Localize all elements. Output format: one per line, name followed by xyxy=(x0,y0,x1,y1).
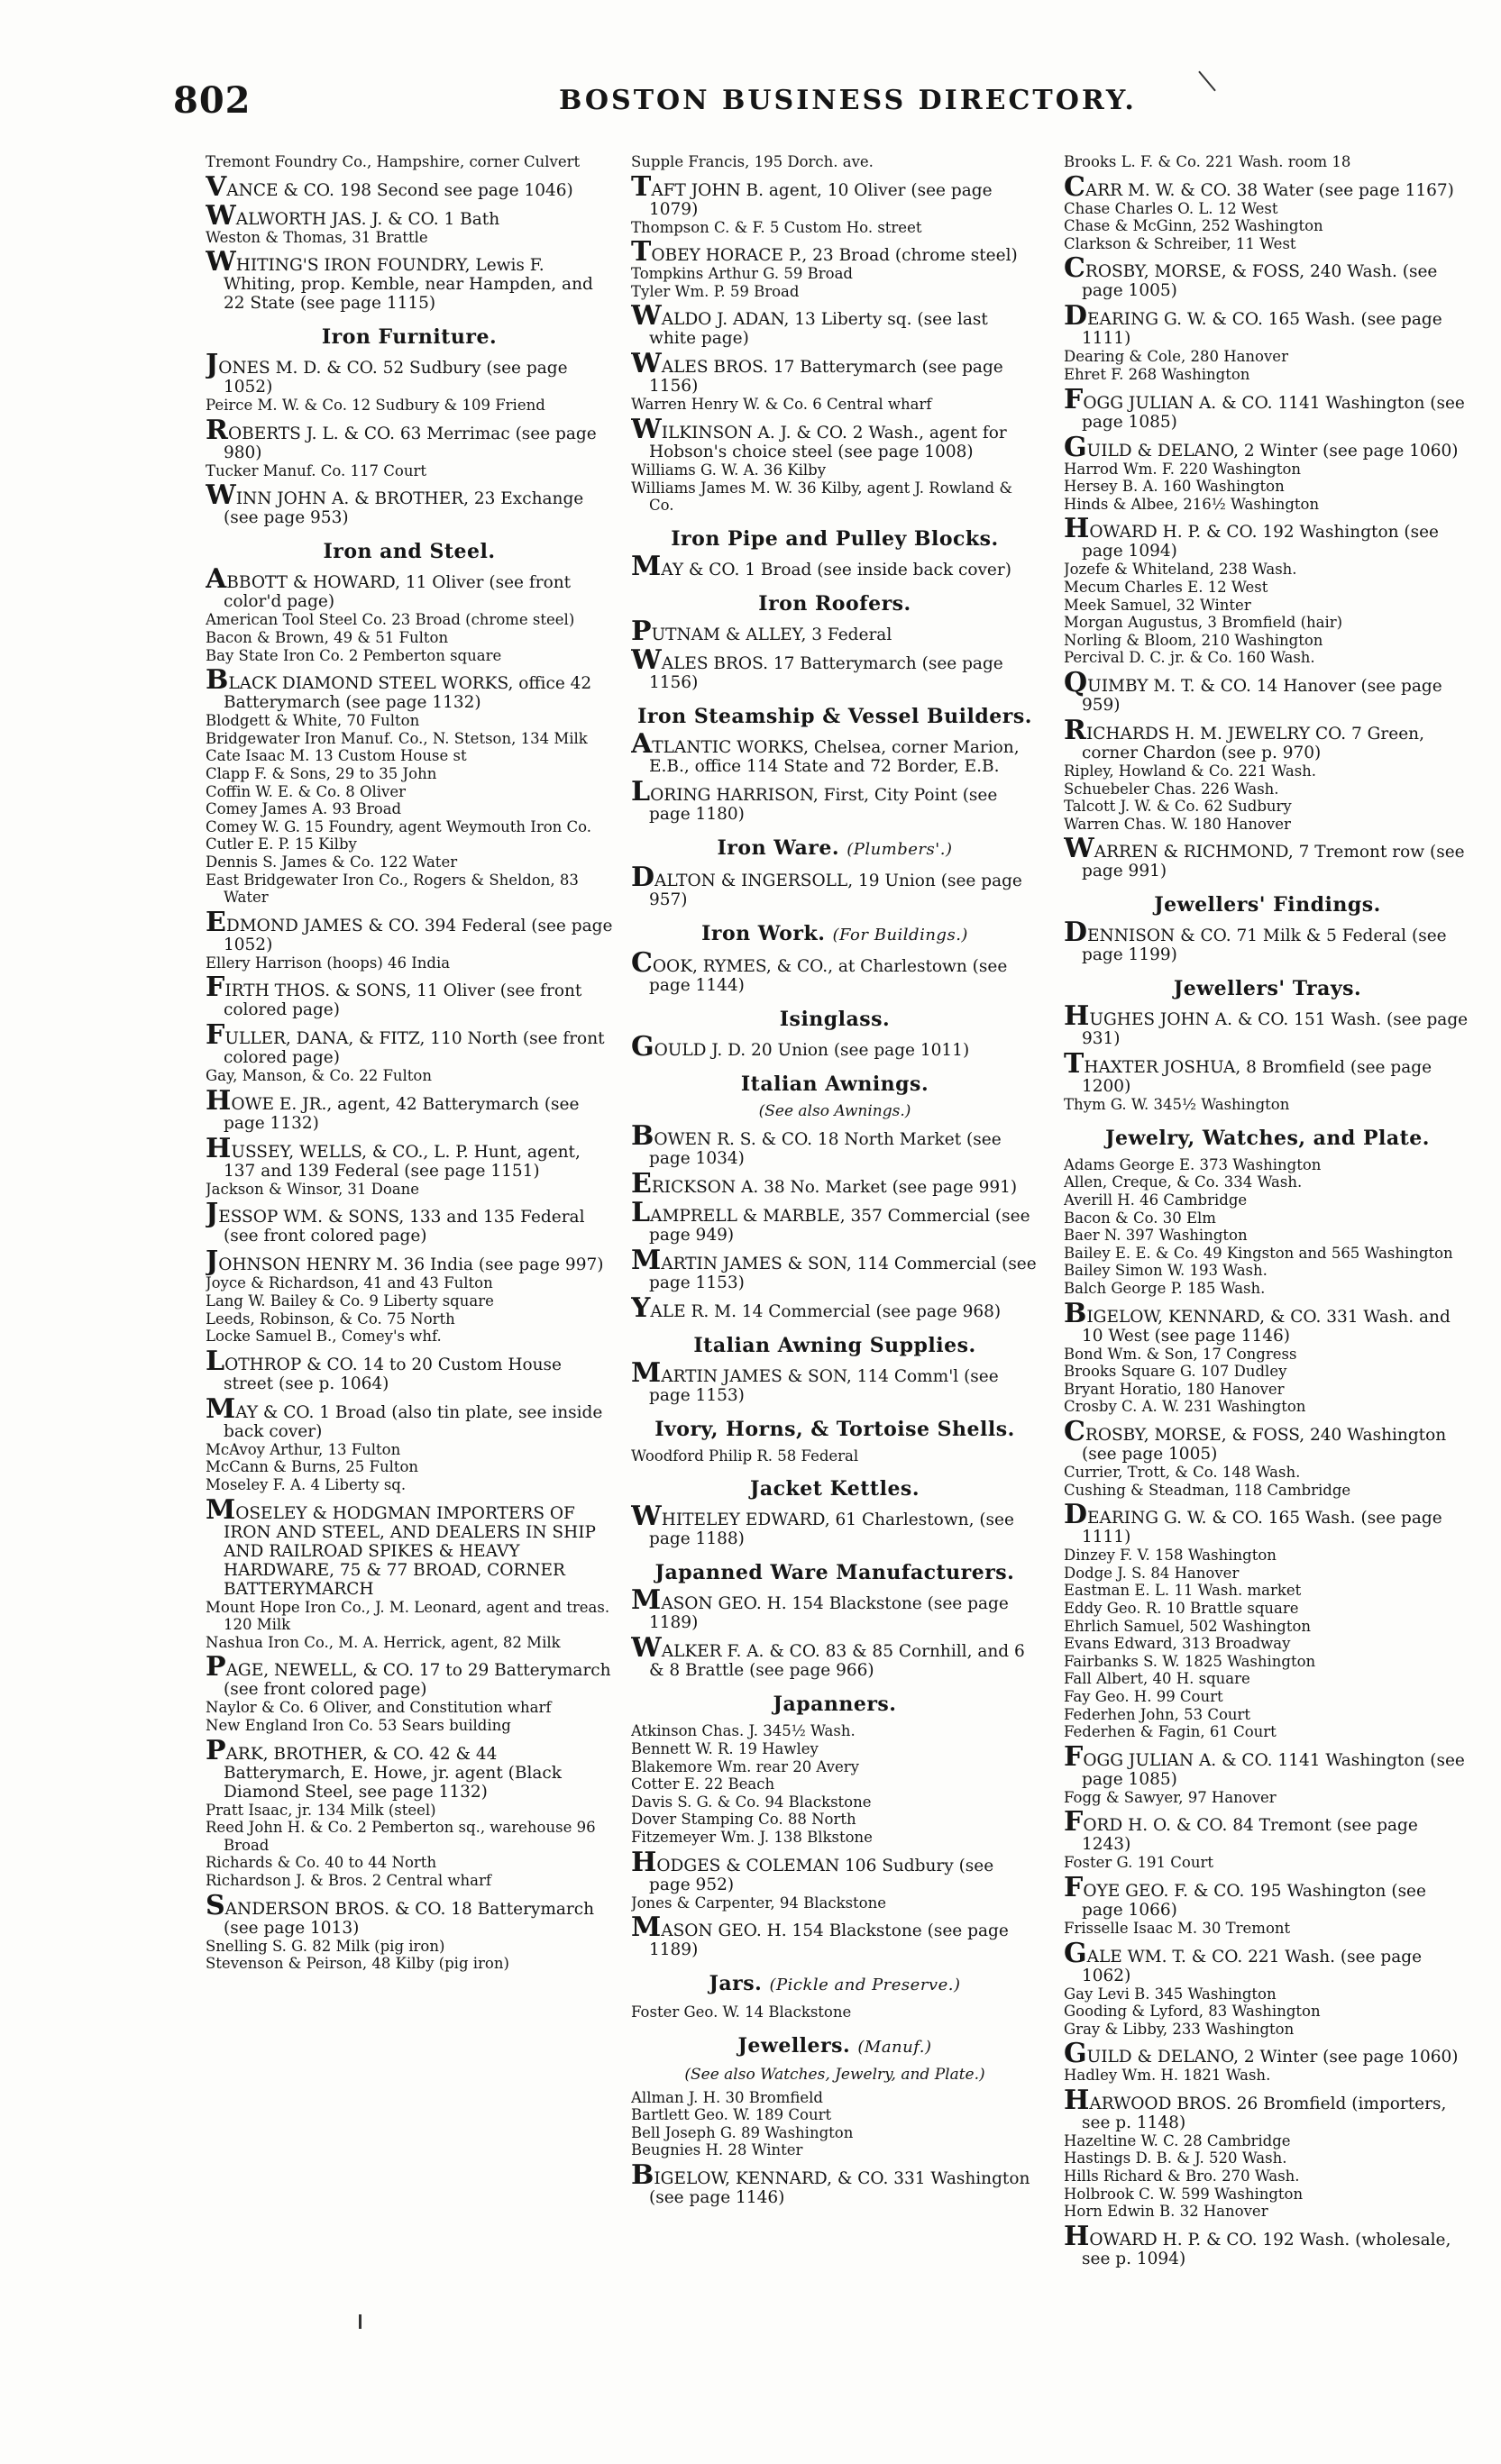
directory-entry-display: HOWE E. JR., agent, 42 Batterymarch (see page 1132) xyxy=(206,1084,580,1133)
directory-entry-display: MARTIN JAMES & SON, 114 Commercial (see page 1153) xyxy=(631,1244,1037,1292)
category-heading xyxy=(1064,977,1471,1000)
directory-entry-display: MOSELEY & HODGMAN IMPORTERS OF IRON AND STEEL, AND DEALERS IN SHIP AND RAILROAD SPIKES & HEAVY HARDWARE, 75 & 77 BROAD, CORNER BATTERYMARCH xyxy=(206,1493,596,1599)
directory-entry: Thym G. W. 345½ Washington xyxy=(1064,1096,1290,1114)
directory-entry: Percival D. C. jr. & Co. 160 Wash. xyxy=(1064,649,1315,667)
directory-entry-display: EDMOND JAMES & CO. 394 Federal (see page 1052) xyxy=(206,906,613,954)
category-heading-note: (Pickle and Preserve.) xyxy=(769,1976,961,1995)
category-heading-text: Jacket Kettles. xyxy=(750,1477,920,1501)
directory-entry: American Tool Steel Co. 23 Broad (chrome steel) xyxy=(206,611,575,629)
directory-entry-display: GUILD & DELANO, 2 Winter (see page 1060) xyxy=(1064,2038,1459,2070)
directory-entry: Cushing & Steadman, 118 Cambridge xyxy=(1064,1481,1351,1499)
directory-entry: Federhen John, 53 Court xyxy=(1064,1705,1251,1723)
directory-entry-display: MASON GEO. H. 154 Blackstone (see page 1189) xyxy=(631,1912,1009,1960)
directory-entry-display: MASON GEO. H. 154 Blackstone (see page 1189) xyxy=(631,1584,1009,1633)
directory-entry: Jackson & Winsor, 31 Doane xyxy=(206,1180,420,1198)
directory-entry-display: CROSBY, MORSE, & FOSS, 240 Wash. (see page 1005) xyxy=(1064,252,1438,301)
directory-entry-display: WHITING'S IRON FOUNDRY, Lewis F. Whiting, prop. Kemble, near Hampden, and 22 State (see page 1115) xyxy=(206,246,593,314)
directory-entry-display: JOHNSON HENRY M. 36 India (see page 997) xyxy=(206,1246,604,1278)
directory-entry-display: DEARING G. W. & CO. 165 Wash. (see page 1111) xyxy=(1064,300,1442,349)
directory-entry-display: COOK, RYMES, & CO., at Charlestown (see page 1144) xyxy=(631,946,1008,995)
directory-entry-display: HUGHES JOHN A. & CO. 151 Wash. (see page 931) xyxy=(1064,1000,1469,1049)
directory-entry: Hersey B. A. 160 Washington xyxy=(1064,478,1285,496)
directory-entry: Woodford Philip R. 58 Federal xyxy=(631,1446,859,1465)
directory-entry: Atkinson Chas. J. 345½ Wash. xyxy=(631,1722,856,1740)
directory-entry: Mecum Charles E. 12 West xyxy=(1064,578,1268,596)
directory-entry: Moseley F. A. 4 Liberty sq. xyxy=(206,1476,407,1494)
category-heading xyxy=(1064,893,1471,917)
directory-entry: Harrod Wm. F. 220 Washington xyxy=(1064,460,1302,478)
directory-entry: Horn Edwin B. 32 Hanover xyxy=(1064,2203,1268,2221)
directory-entry: Cutler E. P. 15 Kilby xyxy=(206,835,357,853)
directory-entry: Bennett W. R. 19 Hawley xyxy=(631,1739,819,1757)
directory-entry: Bailey Simon W. 193 Wash. xyxy=(1064,1262,1268,1280)
directory-entry: Bacon & Brown, 49 & 51 Fulton xyxy=(206,628,449,646)
directory-entry: Adams George E. 373 Washington xyxy=(1064,1155,1322,1173)
directory-entry: Foster G. 191 Court xyxy=(1064,1854,1213,1872)
category-heading-text: Jewellers. xyxy=(737,2033,851,2058)
directory-entry: Leeds, Robinson, & Co. 75 North xyxy=(206,1310,455,1328)
directory-entry: Pratt Isaac, jr. 134 Milk (steel) xyxy=(206,1801,436,1819)
directory-entry: McCann & Burns, 25 Fulton xyxy=(206,1458,419,1476)
directory-entry-display: YALE R. M. 14 Commercial (see page 968) xyxy=(631,1291,1002,1324)
category-heading-note: (Manuf.) xyxy=(857,2037,932,2057)
category-heading xyxy=(631,1561,1039,1584)
cross-reference-note: (See also Watches, Jewelry, and Plate.) xyxy=(684,2065,985,2084)
directory-entry-display: FOGG JULIAN A. & CO. 1141 Washington (see page 1085) xyxy=(1064,383,1465,432)
directory-entry: Gay Levi B. 345 Washington xyxy=(1064,1985,1277,2003)
category-heading xyxy=(631,836,1039,862)
directory-entry-display: VANCE & CO. 198 Second see page 1046) xyxy=(206,170,573,203)
category-heading xyxy=(631,1008,1039,1031)
page-number: 802 xyxy=(173,79,252,122)
directory-entry-display: WILKINSON A. J. & CO. 2 Wash., agent for Hobson's choice steel (see page 1008) xyxy=(631,413,1007,461)
directory-entry-display: FIRTH THOS. & SONS, 11 Oliver (see front colored page) xyxy=(206,972,582,1020)
directory-entry-display: GALE WM. T. & CO. 221 Wash. (see page 1062) xyxy=(1064,1937,1423,1985)
directory-entry-display: JESSOP WM. & SONS, 133 and 135 Federal (see front colored page) xyxy=(206,1198,585,1246)
category-heading-text: Iron Ware. xyxy=(717,835,840,860)
directory-entry-display: QUIMBY M. T. & CO. 14 Hanover (see page 959) xyxy=(1064,666,1442,715)
directory-entry-display: LORING HARRISON, First, City Point (see page 1180) xyxy=(631,775,998,824)
directory-entry-display: TAFT JOHN B. agent, 10 Oliver (see page 1079) xyxy=(631,170,993,219)
directory-entry-display: FULLER, DANA, & FITZ, 110 North (see front colored page) xyxy=(206,1019,605,1068)
category-heading-text: Iron Steamship & Vessel Builders. xyxy=(637,704,1032,728)
directory-entry-display: HOWARD H. P. & CO. 192 Washington (see page 1094) xyxy=(1064,513,1440,561)
directory-entry: Clapp F. & Sons, 29 to 35 John xyxy=(206,764,437,782)
directory-entry: Tremont Foundry Co., Hampshire, corner Culvert xyxy=(206,153,581,170)
directory-entry: Davis S. G. & Co. 94 Blackstone xyxy=(631,1793,872,1811)
running-head: BOSTON BUSINESS DIRECTORY. xyxy=(559,85,1137,116)
directory-entry: Stevenson & Peirson, 48 Kilby (pig iron) xyxy=(206,1955,509,1973)
category-heading-note: (For Buildings.) xyxy=(832,925,968,945)
category-heading-text: Iron and Steel. xyxy=(323,540,496,564)
directory-entry-display: MARTIN JAMES & SON, 114 Comm'l (see page 1153) xyxy=(631,1356,999,1405)
directory-entry-display: DEARING G. W. & CO. 165 Wash. (see page 1111) xyxy=(1064,1499,1442,1547)
directory-entry-display: BIGELOW, KENNARD, & CO. 331 Wash. and 10 West (see page 1146) xyxy=(1064,1297,1451,1346)
directory-entry-display: LOTHROP & CO. 14 to 20 Custom House street (see p. 1064) xyxy=(206,1345,562,1393)
bottom-mark xyxy=(359,2314,362,2329)
directory-entry: Ellery Harrison (hoops) 46 India xyxy=(206,954,451,972)
directory-entry: Brooks Square G. 107 Dudley xyxy=(1064,1363,1287,1381)
directory-entry: Thompson C. & F. 5 Custom Ho. street xyxy=(631,218,922,236)
directory-entry: Naylor & Co. 6 Oliver, and Constitution wharf xyxy=(206,1699,552,1717)
directory-entry-display: MAY & CO. 1 Broad (also tin plate, see inside back cover) xyxy=(206,1392,603,1441)
directory-entry: Hinds & Albee, 216½ Washington xyxy=(1064,495,1320,513)
directory-entry-display: WALES BROS. 17 Batterymarch (see page 1156) xyxy=(631,643,1003,692)
category-heading xyxy=(206,325,613,349)
category-heading xyxy=(631,1972,1039,1997)
directory-entry: Dodge J. S. 84 Hanover xyxy=(1064,1564,1240,1582)
directory-entry: Richardson J. & Bros. 2 Central wharf xyxy=(206,1871,492,1889)
directory-entry: Bay State Iron Co. 2 Pemberton square xyxy=(206,646,502,664)
directory-entry-display: FORD H. O. & CO. 84 Tremont (see page 1243) xyxy=(1064,1806,1418,1855)
directory-entry: Jones & Carpenter, 94 Blackstone xyxy=(631,1894,886,1912)
directory-entry-display: ERICKSON A. 38 No. Market (see page 991) xyxy=(631,1167,1018,1200)
category-heading-text: Jewellers' Trays. xyxy=(1173,977,1362,1001)
directory-entry: Gooding & Lyford, 83 Washington xyxy=(1064,2003,1321,2021)
category-heading xyxy=(206,540,613,563)
directory-entry: Currier, Trott, & Co. 148 Wash. xyxy=(1064,1464,1301,1481)
category-heading xyxy=(631,527,1039,551)
directory-entry: Ehrlich Samuel, 502 Washington xyxy=(1064,1617,1312,1635)
directory-entry: Norling & Bloom, 210 Washington xyxy=(1064,631,1323,649)
directory-entry: Balch George P. 185 Wash. xyxy=(1064,1280,1266,1298)
directory-entry: Tucker Manuf. Co. 117 Court xyxy=(206,461,426,479)
category-heading xyxy=(631,1334,1039,1357)
directory-entry: Cate Isaac M. 13 Custom House st xyxy=(206,747,467,765)
directory-entry: Tyler Wm. P. 59 Broad xyxy=(631,282,800,300)
category-heading-text: Iron Roofers. xyxy=(758,591,911,616)
category-heading xyxy=(631,1418,1039,1441)
directory-entry: Clarkson & Schreiber, 11 West xyxy=(1064,234,1296,252)
directory-entry: Evans Edward, 313 Broadway xyxy=(1064,1635,1291,1653)
directory-entry-display: JONES M. D. & CO. 52 Sudbury (see page 1052) xyxy=(206,349,568,397)
category-heading xyxy=(1064,1127,1471,1150)
directory-entry: Weston & Thomas, 31 Brattle xyxy=(206,228,428,246)
directory-entry: Morgan Augustus, 3 Bromfield (hair) xyxy=(1064,614,1343,632)
corner-mark xyxy=(1198,71,1216,92)
directory-entry-display: GUILD & DELANO, 2 Winter (see page 1060) xyxy=(1064,431,1459,463)
directory-entry: Schuebeler Chas. 226 Wash. xyxy=(1064,780,1279,798)
directory-entry-display: BOWEN R. S. & CO. 18 North Market (see page 1034) xyxy=(631,1119,1002,1168)
directory-entry-display: WINN JOHN A. & BROTHER, 23 Exchange (see page 953) xyxy=(206,479,584,528)
cross-reference-note: (See also Awnings.) xyxy=(758,1101,911,1120)
directory-entry: Frisselle Isaac M. 30 Tremont xyxy=(1064,1919,1291,1937)
directory-entry: Blodgett & White, 70 Fulton xyxy=(206,712,420,730)
directory-entry-display: DALTON & INGERSOLL, 19 Union (see page 957) xyxy=(631,861,1022,909)
directory-entry: Comey James A. 93 Broad xyxy=(206,800,402,818)
directory-entry-display: BLACK DIAMOND STEEL WORKS, office 42 Batterymarch (see page 1132) xyxy=(206,664,592,713)
directory-entry-display: WALKER F. A. & CO. 83 & 85 Cornhill, and 6 & 8 Brattle (see page 966) xyxy=(631,1632,1025,1681)
directory-entry: Baer N. 397 Washington xyxy=(1064,1227,1248,1245)
directory-entry-display: DENNISON & CO. 71 Milk & 5 Federal (see page 1199) xyxy=(1064,917,1447,965)
directory-entry: Averill H. 46 Cambridge xyxy=(1064,1191,1248,1209)
directory-entry: Hazeltine W. C. 28 Cambridge xyxy=(1064,2131,1291,2149)
directory-entry: Ehret F. 268 Washington xyxy=(1064,365,1250,383)
directory-entry: Williams G. W. A. 36 Kilby xyxy=(631,461,827,479)
directory-entry: Tompkins Arthur G. 59 Broad xyxy=(631,265,853,283)
directory-entry: Mount Hope Iron Co., J. M. Leonard, agent and treas. 120 Milk xyxy=(206,1598,610,1634)
directory-entry-display: WALDO J. ADAN, 13 Liberty sq. (see last white page) xyxy=(631,300,988,349)
directory-entry-display: CROSBY, MORSE, & FOSS, 240 Washington (see page 1005) xyxy=(1064,1416,1447,1464)
directory-entry-display: THAXTER JOSHUA, 8 Bromfield (see page 1200) xyxy=(1064,1048,1432,1097)
directory-entry-display: SANDERSON BROS. & CO. 18 Batterymarch (see page 1013) xyxy=(206,1889,595,1938)
directory-entry-display: PUTNAM & ALLEY, 3 Federal xyxy=(631,615,892,647)
category-heading-text: Japanners. xyxy=(773,1693,897,1717)
directory-entry: Holbrook C. W. 599 Washington xyxy=(1064,2185,1304,2203)
directory-entry-display: ATLANTIC WORKS, Chelsea, corner Marion, E.B., office 114 State and 72 Border, E.B. xyxy=(631,727,1020,776)
directory-entry: Bond Wm. & Son, 17 Congress xyxy=(1064,1345,1297,1363)
directory-entry: Dearing & Cole, 280 Hanover xyxy=(1064,348,1288,366)
directory-entry-display: ROBERTS J. L. & CO. 63 Merrimac (see page 980) xyxy=(206,414,597,462)
category-heading-text: Jewelry, Watches, and Plate. xyxy=(1105,1126,1430,1150)
category-heading-text: Italian Awnings. xyxy=(740,1072,929,1096)
directory-entry: Talcott J. W. & Co. 62 Sudbury xyxy=(1064,798,1292,816)
directory-entry: Bartlett Geo. W. 189 Court xyxy=(631,2106,832,2124)
directory-entry-display: ABBOTT & HOWARD, 11 Oliver (see front color'd page) xyxy=(206,563,572,612)
directory-entry-display: RICHARDS H. M. JEWELRY CO. 7 Green, corner Chardon (see p. 970) xyxy=(1064,714,1424,762)
category-heading xyxy=(631,592,1039,616)
directory-entry: Ripley, Howland & Co. 221 Wash. xyxy=(1064,762,1317,780)
directory-entry: Comey W. G. 15 Foundry, agent Weymouth Iron Co. xyxy=(206,817,592,835)
directory-entry: Allen, Creque, & Co. 334 Wash. xyxy=(1064,1173,1303,1191)
directory-entry: Federhen & Fagin, 61 Court xyxy=(1064,1723,1277,1741)
directory-column-2 xyxy=(631,153,1039,2424)
directory-entry: Cotter E. 22 Beach xyxy=(631,1775,775,1793)
directory-entry: Crosby C. A. W. 231 Washington xyxy=(1064,1398,1306,1416)
category-heading-text: Japanned Ware Manufacturers. xyxy=(654,1561,1015,1585)
category-heading xyxy=(631,1477,1039,1501)
category-heading-text: Iron Work. xyxy=(701,921,826,945)
directory-entry: Reed John H. & Co. 2 Pemberton sq., warehouse 96 Broad xyxy=(206,1819,596,1854)
directory-entry: Beugnies H. 28 Winter xyxy=(631,2141,803,2159)
directory-entry-display: WHITELEY EDWARD, 61 Charlestown, (see page 1188) xyxy=(631,1501,1014,1549)
category-heading-text: Jewellers' Findings. xyxy=(1154,893,1381,917)
directory-entry-display: HOWARD H. P. & CO. 192 Wash. (wholesale, see p. 1094) xyxy=(1064,2220,1451,2268)
directory-entry: Lang W. Bailey & Co. 9 Liberty square xyxy=(206,1292,494,1310)
category-heading xyxy=(631,1693,1039,1716)
directory-entry: Chase Charles O. L. 12 West xyxy=(1064,199,1278,217)
directory-entry-display: LAMPRELL & MARBLE, 357 Commercial (see page 949) xyxy=(631,1196,1030,1245)
directory-entry: Fogg & Sawyer, 97 Hanover xyxy=(1064,1788,1277,1806)
directory-entry-display: GOULD J. D. 20 Union (see page 1011) xyxy=(631,1030,970,1063)
directory-entry: Foster Geo. W. 14 Blackstone xyxy=(631,2003,852,2021)
directory-entry: Meek Samuel, 32 Winter xyxy=(1064,596,1251,614)
category-heading xyxy=(631,2034,1039,2059)
directory-entry-display: PARK, BROTHER, & CO. 42 & 44 Batterymarch, E. Howe, jr. agent (Black Diamond Steel, see page 1132) xyxy=(206,1734,562,1802)
category-heading-text: Italian Awning Supplies. xyxy=(693,1333,976,1357)
directory-entry: Bryant Horatio, 180 Hanover xyxy=(1064,1380,1285,1398)
directory-entry: Blakemore Wm. rear 20 Avery xyxy=(631,1757,859,1775)
directory-entry-display: HODGES & COLEMAN 106 Sudbury (see page 952) xyxy=(631,1846,994,1894)
directory-entry: Gray & Libby, 233 Washington xyxy=(1064,2020,1295,2038)
directory-entry-display: WALES BROS. 17 Batterymarch (see page 1156) xyxy=(631,348,1003,397)
directory-entry: Allman J. H. 30 Bromfield xyxy=(631,2088,823,2106)
directory-entry: Bridgewater Iron Manuf. Co., N. Stetson, 134 Milk xyxy=(206,729,588,747)
directory-entry: Warren Henry W. & Co. 6 Central wharf xyxy=(631,396,932,414)
category-heading xyxy=(631,1072,1039,1096)
directory-entry-display: CARR M. W. & CO. 38 Water (see page 1167) xyxy=(1064,170,1454,203)
directory-column-3 xyxy=(1064,153,1471,2424)
directory-entry: Williams James M. W. 36 Kilby, agent J. Rowland & Co. xyxy=(631,479,1013,515)
directory-entry: Locke Samuel B., Comey's whf. xyxy=(206,1328,442,1346)
directory-entry-display: WALWORTH JAS. J. & CO. 1 Bath xyxy=(206,199,500,232)
directory-entry: Dinzey F. V. 158 Washington xyxy=(1064,1547,1277,1565)
directory-entry: Dover Stamping Co. 88 North xyxy=(631,1811,856,1829)
directory-column-1 xyxy=(206,153,613,2424)
directory-entry: Nashua Iron Co., M. A. Herrick, agent, 82 Milk xyxy=(206,1633,561,1651)
directory-entry: Bacon & Co. 30 Elm xyxy=(1064,1209,1216,1227)
category-heading-text: Isinglass. xyxy=(779,1007,891,1031)
directory-entry: Fitzemeyer Wm. J. 138 Blkstone xyxy=(631,1828,873,1846)
directory-entry-display: WARREN & RICHMOND, 7 Tremont row (see page 991) xyxy=(1064,833,1465,881)
directory-entry: Richards & Co. 40 to 44 North xyxy=(206,1854,437,1872)
directory-entry-display: FOYE GEO. F. & CO. 195 Washington (see page 1066) xyxy=(1064,1871,1426,1920)
directory-entry: Fall Albert, 40 H. square xyxy=(1064,1670,1250,1688)
category-heading xyxy=(631,922,1039,947)
directory-entry: Fairbanks S. W. 1825 Washington xyxy=(1064,1652,1316,1670)
directory-entry: Gay, Manson, & Co. 22 Fulton xyxy=(206,1067,432,1085)
category-heading xyxy=(631,705,1039,728)
directory-entry: Dennis S. James & Co. 122 Water xyxy=(206,853,458,871)
directory-entry: Joyce & Richardson, 41 and 43 Fulton xyxy=(206,1274,493,1292)
directory-entry: Brooks L. F. & Co. 221 Wash. room 18 xyxy=(1064,153,1351,170)
directory-entry-display: FOGG JULIAN A. & CO. 1141 Washington (see page 1085) xyxy=(1064,1740,1465,1789)
directory-entry: Eastman E. L. 11 Wash. market xyxy=(1064,1582,1302,1600)
directory-entry: Coffin W. E. & Co. 8 Oliver xyxy=(206,782,407,800)
directory-entry: Hadley Wm. H. 1821 Wash. xyxy=(1064,2067,1271,2085)
category-heading-note: (Plumbers'.) xyxy=(847,839,953,859)
directory-entry-display: HUSSEY, WELLS, & CO., L. P. Hunt, agent, 137 and 139 Federal (see page 1151) xyxy=(206,1132,581,1181)
directory-entry: New England Iron Co. 53 Sears building xyxy=(206,1717,511,1734)
directory-entry-display: TOBEY HORACE P., 23 Broad (chrome steel) xyxy=(631,236,1018,269)
directory-entry-display: HARWOOD BROS. 26 Bromfield (importers, see p. 1148) xyxy=(1064,2084,1447,2132)
directory-entry: Eddy Geo. R. 10 Brattle square xyxy=(1064,1599,1299,1617)
directory-entry: Peirce M. W. & Co. 12 Sudbury & 109 Friend xyxy=(206,397,545,415)
category-heading-text: Ivory, Horns, & Tortoise Shells. xyxy=(654,1417,1015,1441)
category-heading-text: Iron Furniture. xyxy=(321,325,498,350)
directory-entry: Snelling S. G. 82 Milk (pig iron) xyxy=(206,1937,445,1955)
directory-entry: Jozefe & Whiteland, 238 Wash. xyxy=(1064,561,1297,579)
category-heading-text: Iron Pipe and Pulley Blocks. xyxy=(671,526,999,551)
directory-entry: Supple Francis, 195 Dorch. ave. xyxy=(631,153,874,170)
directory-entry: Chase & McGinn, 252 Washington xyxy=(1064,217,1323,235)
directory-entry: Warren Chas. W. 180 Hanover xyxy=(1064,815,1291,833)
directory-entry: Bailey E. E. & Co. 49 Kingston and 565 Washington xyxy=(1064,1244,1453,1262)
directory-entry: McAvoy Arthur, 13 Fulton xyxy=(206,1440,401,1458)
category-heading-text: Jars. xyxy=(709,1972,763,1996)
directory-entry: Bell Joseph G. 89 Washington xyxy=(631,2123,854,2141)
directory-entry-display: PAGE, NEWELL, & CO. 17 to 29 Batterymarch (see front colored page) xyxy=(206,1651,611,1700)
directory-entry: Fay Geo. H. 99 Court xyxy=(1064,1687,1223,1705)
directory-entry: East Bridgewater Iron Co., Rogers & Sheldon, 83 Water xyxy=(206,871,579,907)
directory-entry: Hills Richard & Bro. 270 Wash. xyxy=(1064,2167,1300,2186)
directory-entry-display: MAY & CO. 1 Broad (see inside back cover) xyxy=(631,550,1011,582)
directory-entry-display: BIGELOW, KENNARD, & CO. 331 Washington (see page 1146) xyxy=(631,2159,1030,2208)
directory-entry: Hastings D. B. & J. 520 Wash. xyxy=(1064,2149,1287,2167)
